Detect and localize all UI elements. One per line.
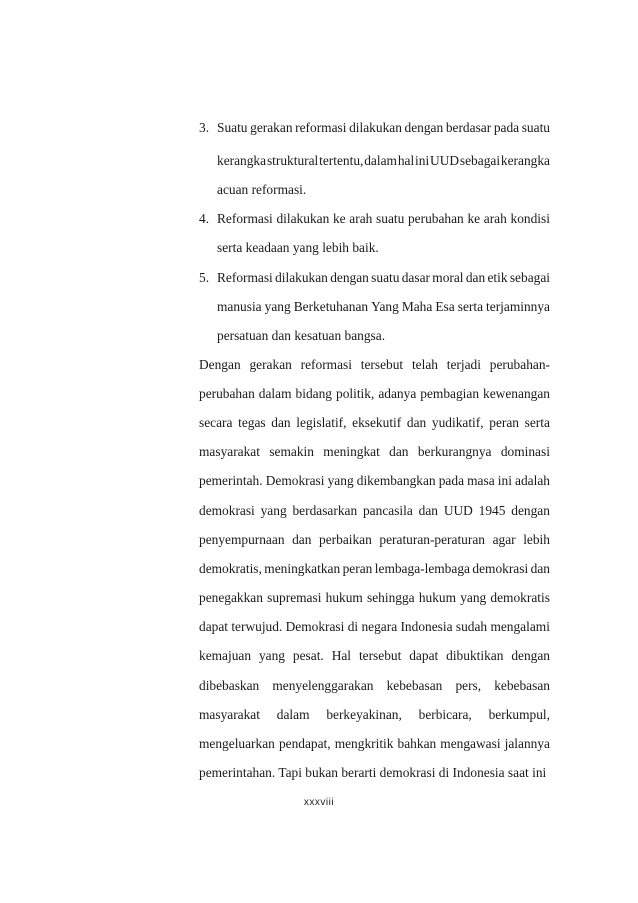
paragraph-line-8: demokratis, meningkatkan peran lembaga-lembaga demokrasi dan <box>199 561 550 576</box>
paragraph-line-3: secara tegas dan legislatif, eksekutif dan yudikatif, peran serta <box>199 415 550 430</box>
list-item-5-line-2: manusia yang Berketuhanan Yang Maha Esa serta terjaminnya <box>217 299 550 314</box>
list-number-5: 5. <box>199 270 210 285</box>
paragraph-line-6: demokrasi yang berdasarkan pancasila dan UUD 1945 dengan <box>199 503 550 518</box>
paragraph-line-12: dibebaskan menyelenggarakan kebebasan pers, kebebasan <box>199 678 550 693</box>
list-number-4: 4. <box>199 211 210 226</box>
list-item-5-line-1: Reformasi dilakukan dengan suatu dasar moral dan etik sebagai <box>217 270 550 285</box>
list-item-3-line-1: Suatu gerakan reformasi dilakukan dengan berdasar pada suatu <box>217 120 550 135</box>
list-number-3: 3. <box>199 120 210 135</box>
paragraph-line-4: masyarakat semakin meningkat dan berkurangnya dominasi <box>199 444 550 459</box>
list-item-4-line-1: Reformasi dilakukan ke arah suatu perubahan ke arah kondisi <box>217 211 550 226</box>
paragraph-line-2: perubahan dalam bidang politik, adanya pembagian kewenangan <box>199 386 550 401</box>
paragraph-line-15: pemerintahan. Tapi bukan berarti demokrasi di Indonesia saat ini <box>199 765 547 780</box>
list-item-3-line-3: acuan reformasi. <box>217 182 307 197</box>
list-item-4-line-2: serta keadaan yang lebih baik. <box>217 240 379 255</box>
paragraph-line-9: penegakkan supremasi hukum sehingga hukum yang demokratis <box>199 590 550 605</box>
paragraph-line-13: masyarakat dalam berkeyakinan, berbicara, berkumpul, <box>199 707 550 722</box>
list-item-3-line-2: kerangka struktural tertentu, dalam hal ini UUD sebagai kerangka <box>217 153 550 168</box>
paragraph-line-11: kemajuan yang pesat. Hal tersebut dapat dibuktikan dengan <box>199 648 550 663</box>
page-number: xxxviii <box>303 797 335 808</box>
paragraph-line-10: dapat terwujud. Demokrasi di negara Indonesia sudah mengalami <box>199 619 550 634</box>
list-item-5-line-3: persatuan dan kesatuan bangsa. <box>217 328 386 343</box>
paragraph-line-1: Dengan gerakan reformasi tersebut telah terjadi perubahan- <box>199 357 550 372</box>
paragraph-line-14: mengeluarkan pendapat, mengkritik bahkan mengawasi jalannya <box>199 736 550 751</box>
paragraph-line-5: pemerintah. Demokrasi yang dikembangkan pada masa ini adalah <box>199 473 550 488</box>
paragraph-line-7: penyempurnaan dan perbaikan peraturan-peraturan agar lebih <box>199 532 550 547</box>
